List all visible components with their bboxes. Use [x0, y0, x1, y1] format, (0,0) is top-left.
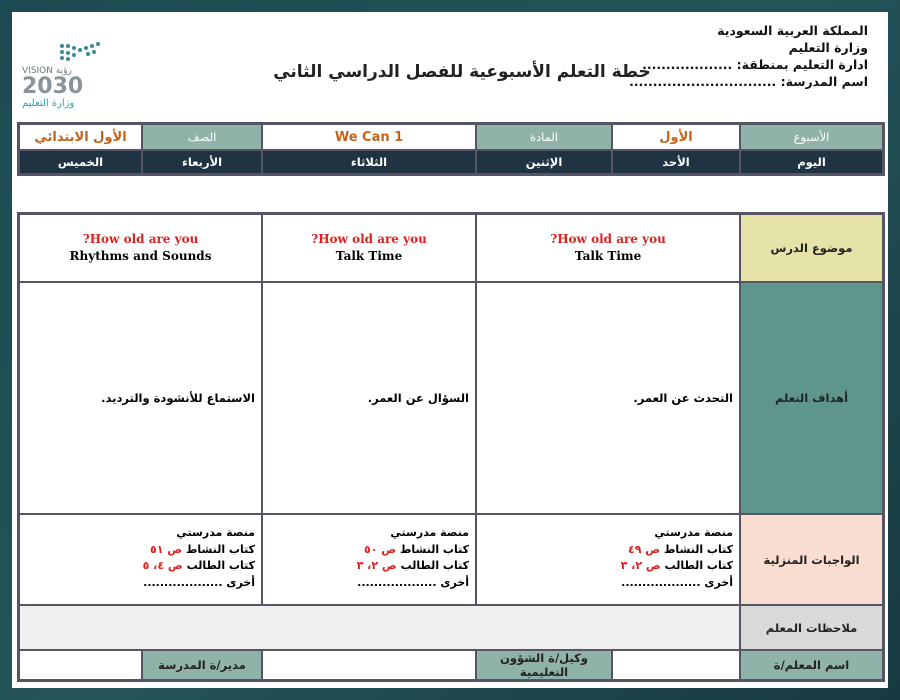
homework-cell: منصة مدرستي كتاب النشاط ص ٥١ كتاب الطالب ص ٤، ٥ أخرى ................... — [19, 514, 262, 605]
plan-table — [17, 212, 885, 682]
homework-cell: منصة مدرستي كتاب النشاط ص ٤٩ كتاب الطالب ص ٢، ٣ أخرى ................... — [476, 514, 740, 605]
week-label: الأسبوع — [740, 124, 883, 150]
topic-cell: How old are you? Talk Time — [476, 214, 740, 282]
day-monday: الإثنين — [476, 150, 612, 174]
country-name: المملكة العربية السعودية — [717, 23, 868, 38]
objectives-label: أهداف التعلم — [740, 282, 883, 514]
principal-label: مدير/ة المدرسة — [142, 650, 262, 680]
ministry-name: وزارة التعليم — [788, 40, 868, 55]
topic-cell: How old are you? Talk Time — [262, 214, 476, 282]
deputy-field[interactable] — [262, 650, 476, 680]
day-wednesday: الأربعاء — [142, 150, 262, 174]
objective-cell: الاستماع للأنشودة والترديد. — [19, 282, 262, 514]
teacher-name-label: اسم المعلم/ة — [740, 650, 883, 680]
subject-label: المادة — [476, 124, 612, 150]
grade-value: الأول الابتدائي — [19, 124, 142, 150]
week-value: الأول — [612, 124, 740, 150]
subject-value: We Can 1 — [262, 124, 476, 150]
objective-cell: التحدث عن العمر. — [476, 282, 740, 514]
notes-field[interactable] — [19, 605, 740, 650]
region-field: ادارة التعليم بمنطقة: ................... — [642, 57, 868, 72]
school-field: اسم المدرسة: ............................... — [629, 74, 868, 89]
topic-label: موضوع الدرس — [740, 214, 883, 282]
principal-field[interactable] — [19, 650, 142, 680]
grade-label: الصف — [142, 124, 262, 150]
teacher-name-field[interactable] — [612, 650, 740, 680]
vision-2030-logo: VISION رؤية 2030 وزارة التعليم — [22, 40, 112, 120]
day-sunday: الأحد — [612, 150, 740, 174]
deputy-label: وكيل/ة الشؤون التعليمية — [476, 650, 612, 680]
logo-dots-icon — [22, 40, 112, 62]
day-tuesday: الثلاثاء — [262, 150, 476, 174]
page-title: خطة التعلم الأسبوعية للفصل الدراسي الثاني — [273, 62, 651, 82]
objective-cell: السؤال عن العمر. — [262, 282, 476, 514]
day-label: اليوم — [740, 150, 883, 174]
homework-cell: منصة مدرستي كتاب النشاط ص ٥٠ كتاب الطالب ص ٢، ٣ أخرى ................... — [262, 514, 476, 605]
info-table — [17, 122, 885, 176]
day-thursday: الخميس — [19, 150, 142, 174]
notes-label: ملاحظات المعلم — [740, 605, 883, 650]
homework-label: الواجبات المنزلية — [740, 514, 883, 605]
topic-cell: How old are you? Rhythms and Sounds — [19, 214, 262, 282]
lesson-plan-page — [12, 12, 888, 688]
